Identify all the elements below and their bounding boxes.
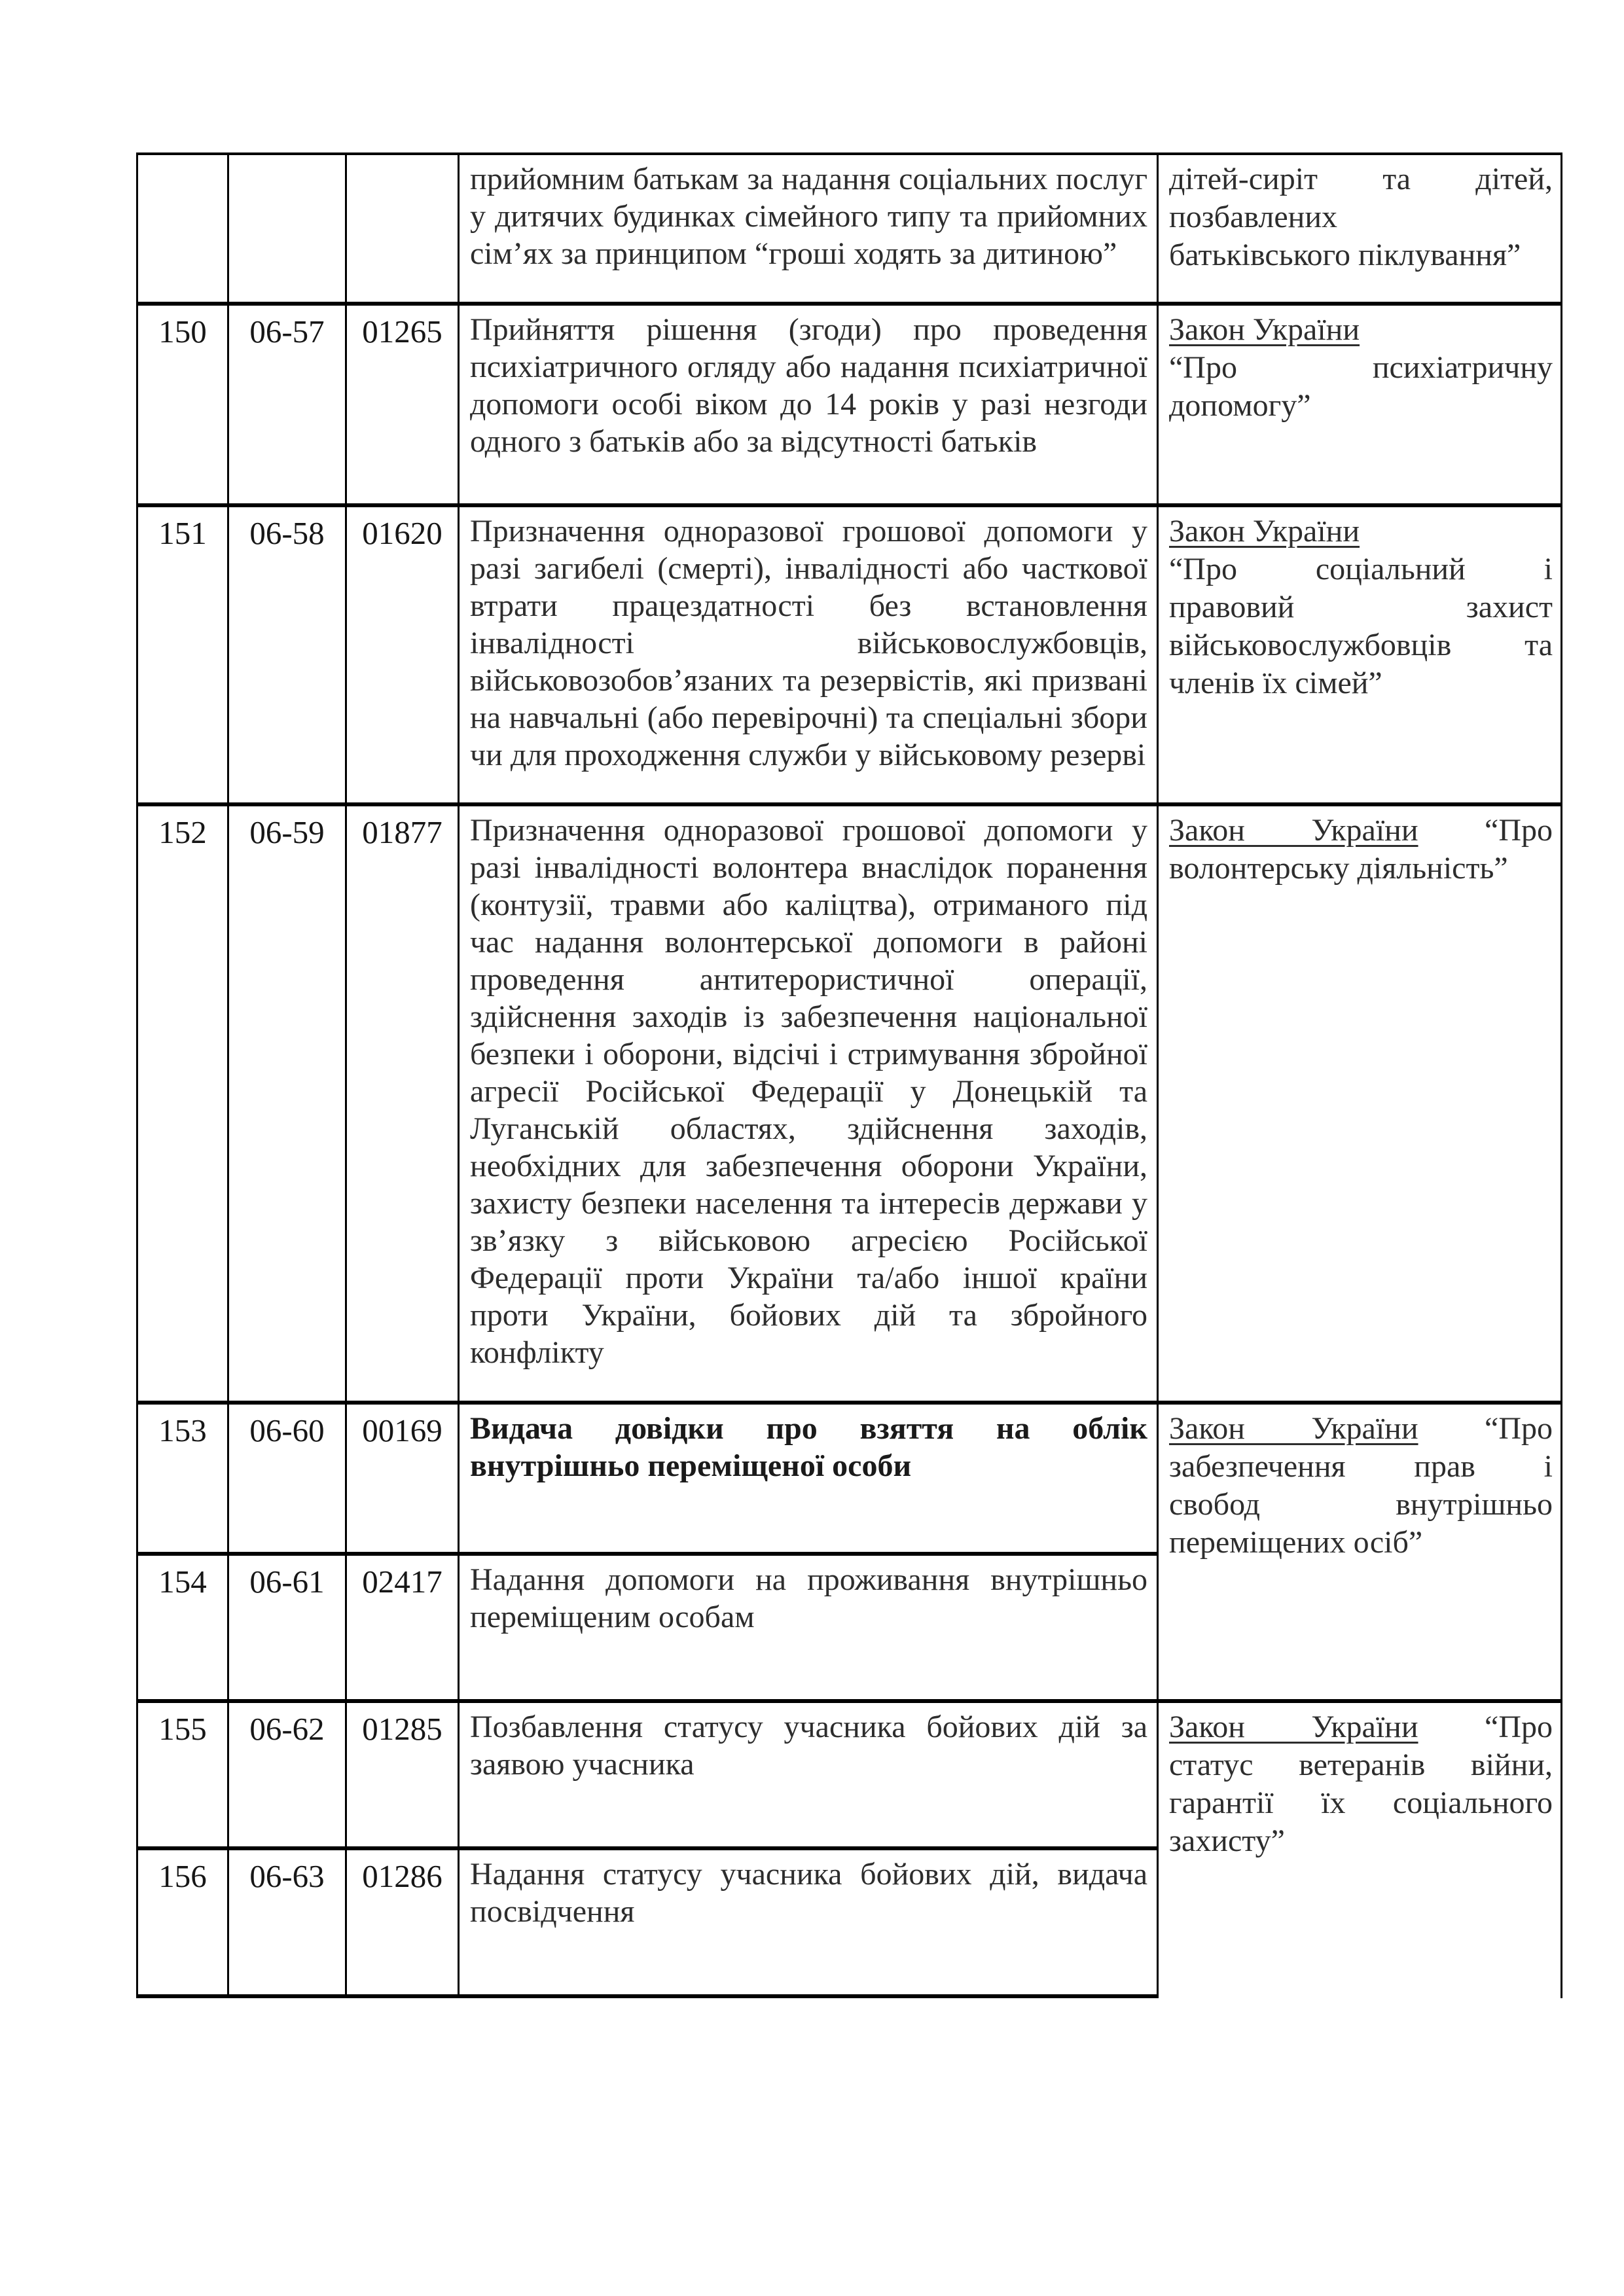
row-number-cell: 156	[136, 1850, 229, 1998]
legal-basis-cell	[1159, 1405, 1562, 1703]
text-segment: військовослужбовців та	[1169, 628, 1553, 662]
service-code-cell	[229, 155, 347, 306]
row-number-cell: 151	[136, 507, 229, 806]
row-number-cell: 150	[136, 306, 229, 507]
law-label-underlined: Закон України	[1169, 1411, 1418, 1446]
text-segment: правовий захист	[1169, 590, 1553, 624]
service-id-cell: 01285	[347, 1703, 460, 1850]
legal-basis-cell	[1159, 806, 1562, 1405]
service-description-cell: Надання статусу учасника бойових дій, видача посвідчення	[460, 1850, 1159, 1998]
service-id-cell: 02417	[347, 1556, 460, 1703]
service-code-cell: 06-57	[229, 306, 347, 507]
text-line	[1169, 236, 1553, 274]
text-line	[1169, 1708, 1553, 1746]
service-code-cell: 06-63	[229, 1850, 347, 1998]
text-line	[1169, 387, 1553, 425]
text-segment: волонтерську діяльність”	[1169, 851, 1508, 886]
text-line	[1169, 812, 1553, 850]
service-code-cell: 06-61	[229, 1556, 347, 1703]
text-segment: позбавлених	[1169, 200, 1338, 234]
service-code-cell: 06-60	[229, 1405, 347, 1556]
service-id-cell: 01286	[347, 1850, 460, 1998]
service-id-cell: 01877	[347, 806, 460, 1405]
text-segment: переміщених осіб”	[1169, 1525, 1423, 1560]
text-line	[1169, 850, 1553, 888]
law-label-underlined: Закон України	[1169, 813, 1418, 848]
law-label-underlined: Закон України	[1169, 1710, 1418, 1744]
service-description-cell: Призначення одноразової грошової допомоги у разі інвалідності волонтера внаслідок поранення (контузії, травми або каліцтва), отриманого під час надання волонтерської допомоги в районі проведення антитерористичної операції, здійснення заходів із забезпечення національної безпеки і оборони, відсічі і стримування збройної агресії Російської Федерації у Донецькій та Луганській областях, здійснення заходів, необхідних для забезпечення оборони України, захисту безпеки населення та інтересів держави у зв’язку з військовою агресією Російської Федерації проти України та/або іншої країни проти України, бойових дій та збройного конфлікту	[460, 806, 1159, 1405]
text-line	[1169, 1746, 1553, 1784]
text-segment: гарантії їх соціального	[1169, 1785, 1553, 1820]
service-description-cell: Надання допомоги на проживання внутрішньо переміщеним особам	[460, 1556, 1159, 1703]
services-table	[136, 152, 1562, 1998]
text-segment: “Про	[1418, 1710, 1553, 1744]
text-segment: захисту”	[1169, 1823, 1285, 1858]
text-line	[1169, 1448, 1553, 1486]
text-segment: свобод внутрішньо	[1169, 1487, 1553, 1522]
row-number-cell: 152	[136, 806, 229, 1405]
service-description-cell: Прийняття рішення (згоди) про проведення психіатричного огляду або надання психіатричної допомоги особі віком до 14 років у разі незгоди одного з батьків або за відсутності батьків	[460, 306, 1159, 507]
text-line	[1169, 1822, 1553, 1860]
text-segment: батьківського піклування”	[1169, 238, 1521, 272]
text-segment: забезпечення прав і	[1169, 1449, 1553, 1484]
service-id-cell: 01265	[347, 306, 460, 507]
text-line	[1169, 626, 1553, 664]
service-code-cell: 06-62	[229, 1703, 347, 1850]
law-label-underlined: Закон України	[1169, 312, 1360, 347]
text-segment: “Про	[1418, 1411, 1553, 1446]
text-line	[1169, 349, 1553, 387]
service-description-cell: Призначення одноразової грошової допомоги у разі загибелі (смерті), інвалідності або часткової втрати працездатності без встановлення інвалідності військовослужбовців, військовозобов’язаних та резервістів, які призвані на навчальні (або перевірочні) та спеціальні збори чи для проходження служби у військовому резерві	[460, 507, 1159, 806]
text-line	[1169, 1784, 1553, 1822]
service-id-cell: 01620	[347, 507, 460, 806]
row-number-cell: 155	[136, 1703, 229, 1850]
service-description-cell: Позбавлення статусу учасника бойових дій за заявою учасника	[460, 1703, 1159, 1850]
legal-basis-cell	[1159, 155, 1562, 306]
row-number-cell: 154	[136, 1556, 229, 1703]
service-description-cell: Видача довідки про взяття на облік внутрішньо переміщеної особи	[460, 1405, 1159, 1556]
service-id-cell	[347, 155, 460, 306]
text-segment: “Про соціальний і	[1169, 552, 1553, 586]
service-code-cell: 06-58	[229, 507, 347, 806]
legal-basis-cell	[1159, 306, 1562, 507]
text-segment: дітей-сиріт та дітей,	[1169, 162, 1553, 196]
text-line	[1169, 664, 1553, 702]
text-line	[1169, 1524, 1553, 1562]
text-segment: “Про	[1418, 813, 1553, 848]
legal-basis-cell	[1159, 1703, 1562, 1998]
service-code-cell: 06-59	[229, 806, 347, 1405]
text-line	[1169, 198, 1553, 236]
row-number-cell	[136, 155, 229, 306]
text-line	[1169, 311, 1553, 349]
service-id-cell: 00169	[347, 1405, 460, 1556]
text-line	[1169, 512, 1553, 550]
text-segment: статус ветеранів війни,	[1169, 1748, 1553, 1782]
text-line	[1169, 588, 1553, 626]
law-label-underlined: Закон України	[1169, 514, 1360, 548]
text-line	[1169, 1410, 1553, 1448]
text-segment: членів їх сімей”	[1169, 666, 1382, 700]
text-line	[1169, 160, 1553, 198]
service-description-cell: прийомним батькам за надання соціальних послуг у дитячих будинках сімейного типу та прийомних сім’ях за принципом “гроші ходять за дитиною”	[460, 155, 1159, 306]
text-segment: допомогу”	[1169, 388, 1311, 423]
text-segment: “Про психіатричну	[1169, 350, 1553, 385]
row-number-cell: 153	[136, 1405, 229, 1556]
text-line	[1169, 550, 1553, 588]
legal-basis-cell	[1159, 507, 1562, 806]
text-line	[1169, 1486, 1553, 1524]
